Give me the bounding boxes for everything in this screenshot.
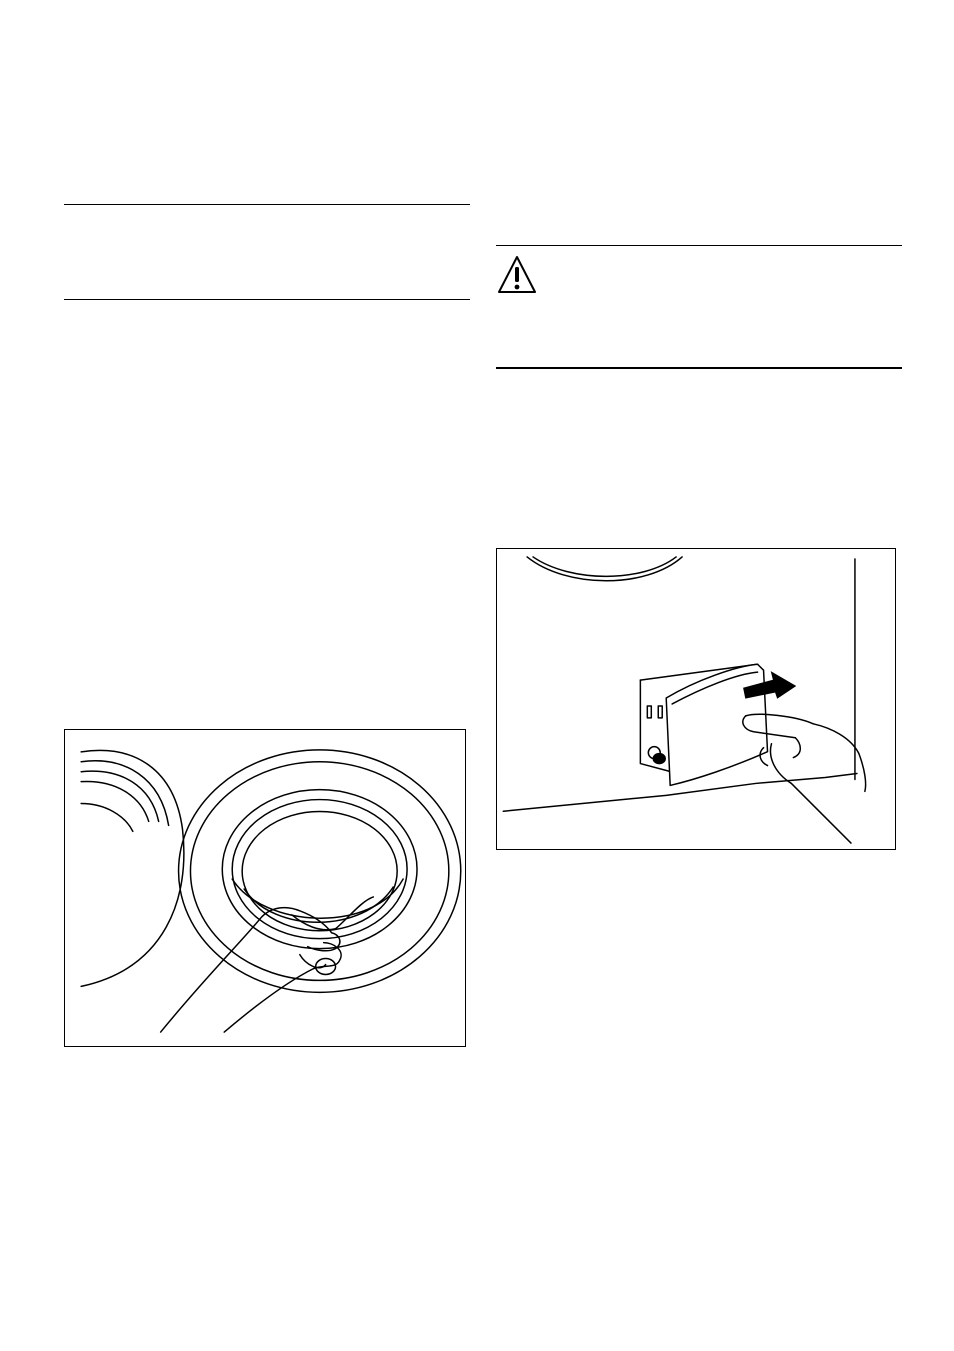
warning-bottom-rule <box>496 367 902 369</box>
note-text <box>64 215 470 290</box>
warning-triangle-icon <box>496 254 538 296</box>
filter-flap-closing-illustration <box>496 548 896 850</box>
warning-text <box>546 258 902 358</box>
warning-top-rule <box>496 245 902 246</box>
drum-seal-cleaning-illustration <box>64 729 466 1047</box>
note-bottom-rule <box>64 299 470 300</box>
note-top-rule <box>64 204 470 205</box>
